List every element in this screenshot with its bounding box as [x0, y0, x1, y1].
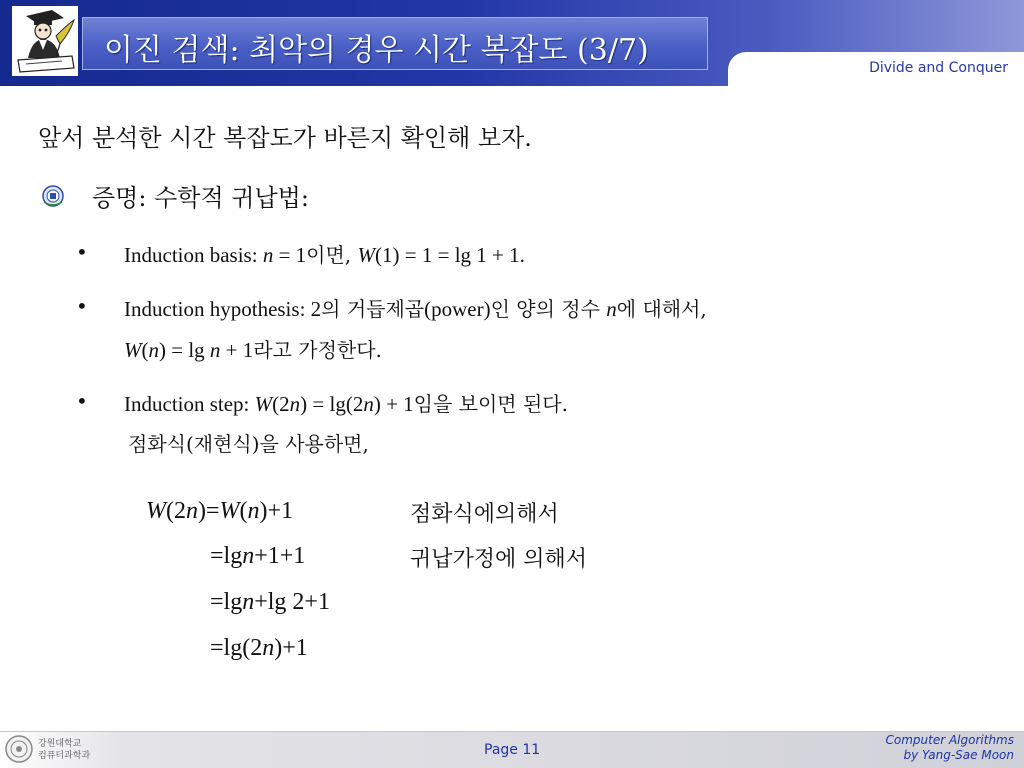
induction-step-line1: Induction step: W(2n) = lg(2n) + 1임을 보이면 된다. — [124, 392, 568, 416]
induction-basis: Induction basis: n = 1이면, W(1) = 1 = lg 1 + 1. — [124, 243, 525, 267]
induction-step-line2: 점화식(재현식)을 사용하면, — [128, 432, 369, 456]
topic-label: Divide and Conquer — [869, 60, 1008, 76]
equation-note-1: 점화식에의해서 — [410, 502, 559, 527]
equation-line-4: =lg(2n)+1 — [210, 635, 308, 661]
bullet-dot: • — [76, 389, 88, 413]
bullet-dot: • — [76, 240, 88, 264]
induction-hypothesis-line2: W(n) = lg n + 1라고 가정한다. — [124, 338, 382, 362]
intro-text: 앞서 분석한 시간 복잡도가 바른지 확인해 보자. — [38, 124, 532, 152]
university-name: 강원대학교 컴퓨터과학과 — [38, 739, 91, 761]
equation-line-1: W(2n)=W(n)+1 — [146, 498, 294, 524]
equation-note-2: 귀납가정에 의해서 — [410, 547, 588, 572]
university-seal-icon — [4, 734, 34, 764]
page-number: Page 11 — [484, 742, 541, 758]
bullet-dot: • — [76, 294, 88, 318]
slide-title: 이진 검색: 최악의 경우 시간 복잡도 (3/7) — [104, 33, 649, 68]
induction-hypothesis-line1: Induction hypothesis: 2의 거듭제곱(power)인 양의 정수 n에 대해서, — [124, 297, 707, 321]
equation-line-3: =lgn+lg 2+1 — [210, 589, 330, 615]
professor-logo — [12, 6, 78, 76]
proof-heading: 증명: 수학적 귀납법: — [92, 184, 309, 212]
seal-bullet-icon — [42, 185, 64, 207]
course-info: Computer Algorithms by Yang-Sae Moon — [885, 733, 1014, 762]
equation-line-2: =lgn+1+1 — [210, 543, 306, 569]
